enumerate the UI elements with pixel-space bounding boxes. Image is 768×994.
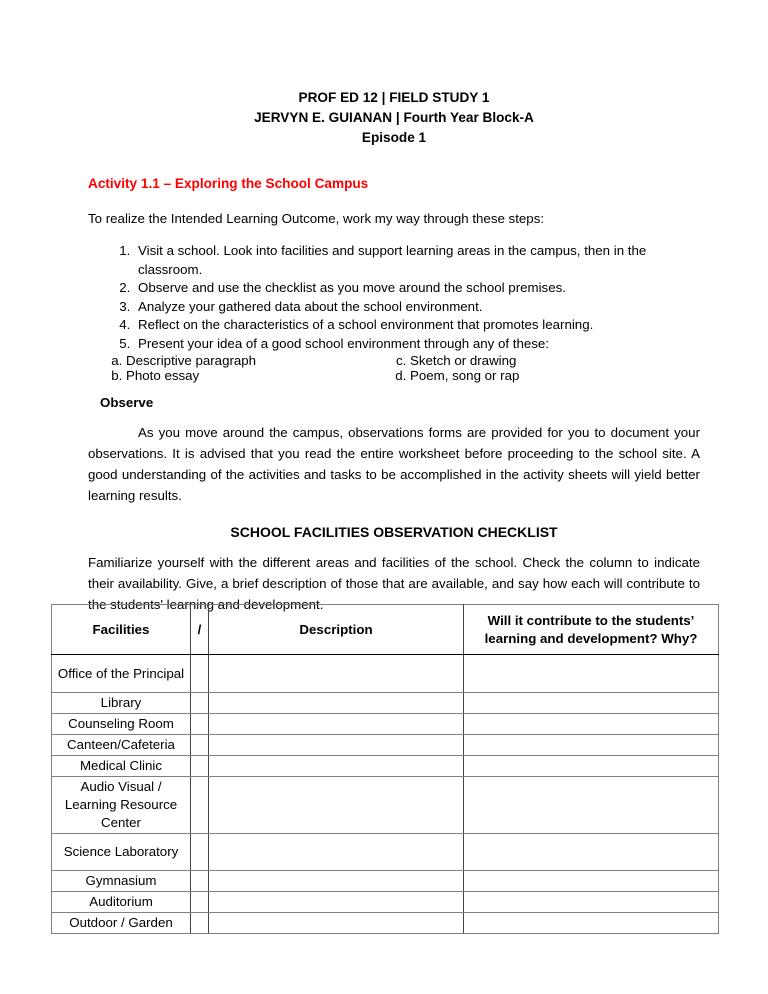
- cell-facility: Auditorium: [52, 892, 191, 913]
- step-item: 5. Present your idea of a good school environment through any of these:: [134, 335, 700, 354]
- table-row: [52, 913, 719, 934]
- table-header: [52, 605, 719, 655]
- header-line-course: PROF ED 12 | FIELD STUDY 1: [298, 90, 490, 105]
- observe-paragraph: [88, 422, 700, 506]
- cell-why[interactable]: [464, 714, 719, 735]
- steps-list: [88, 242, 700, 353]
- cell-check[interactable]: [191, 693, 209, 714]
- cell-description[interactable]: [209, 834, 464, 871]
- table-row: [52, 871, 719, 892]
- cell-description[interactable]: [209, 735, 464, 756]
- cell-check[interactable]: [191, 735, 209, 756]
- cell-description[interactable]: [209, 892, 464, 913]
- substeps-right-list: [388, 353, 648, 383]
- cell-why[interactable]: [464, 735, 719, 756]
- substeps-right-column: [388, 353, 648, 383]
- cell-why[interactable]: [464, 871, 719, 892]
- cell-description[interactable]: [209, 714, 464, 735]
- document-body: [88, 0, 700, 615]
- cell-check[interactable]: [191, 777, 209, 834]
- substep-item: c. Sketch or drawing: [410, 353, 648, 368]
- step-item: 3. Analyze your gathered data about the school environment.: [134, 298, 700, 317]
- substep-item: b. Photo essay: [126, 368, 700, 383]
- cell-facility: Medical Clinic: [52, 756, 191, 777]
- table-row: [52, 892, 719, 913]
- cell-facility: Canteen/Cafeteria: [52, 735, 191, 756]
- cell-facility: Audio Visual / Learning Resource Center: [52, 777, 191, 834]
- cell-facility: Library: [52, 693, 191, 714]
- activity-title: Activity 1.1 – Exploring the School Campus: [88, 176, 369, 191]
- cell-why[interactable]: [464, 834, 719, 871]
- document-header: [88, 88, 700, 148]
- cell-description[interactable]: [209, 871, 464, 892]
- cell-why[interactable]: [464, 913, 719, 934]
- cell-why[interactable]: [464, 777, 719, 834]
- table-header-row: [52, 605, 719, 655]
- cell-why[interactable]: [464, 655, 719, 693]
- table-row: [52, 655, 719, 693]
- column-header-check: /: [191, 605, 209, 655]
- cell-description[interactable]: [209, 913, 464, 934]
- intro-line: To realize the Intended Learning Outcome, work my way through these steps:: [88, 211, 545, 226]
- cell-check[interactable]: [191, 871, 209, 892]
- observe-paragraph-text: As you move around the campus, observations forms are provided for you to document your observations. It is advised that you read the entire worksheet before proceeding to the school site. A good understanding of the activities and tasks to be accomplished in the activity sheets will yield better learning results.: [88, 425, 700, 503]
- cell-facility: Science Laboratory: [52, 834, 191, 871]
- header-line-episode: Episode 1: [361, 130, 427, 145]
- cell-check[interactable]: [191, 834, 209, 871]
- checklist-heading: SCHOOL FACILITIES OBSERVATION CHECKLIST: [230, 524, 558, 540]
- cell-description[interactable]: [209, 655, 464, 693]
- step-item: 2. Observe and use the checklist as you move around the school premises.: [134, 279, 700, 298]
- cell-facility: Gymnasium: [52, 871, 191, 892]
- cell-why[interactable]: [464, 693, 719, 714]
- cell-description[interactable]: [209, 777, 464, 834]
- cell-check[interactable]: [191, 714, 209, 735]
- column-header-facilities: Facilities: [52, 605, 191, 655]
- cell-why[interactable]: [464, 756, 719, 777]
- substep-item: d. Poem, song or rap: [410, 368, 648, 383]
- column-header-why: Will it contribute to the students’ learning and development? Why?: [464, 605, 719, 655]
- column-header-description: Description: [209, 605, 464, 655]
- substeps-columns: [88, 353, 700, 383]
- cell-why[interactable]: [464, 892, 719, 913]
- table-row: [52, 756, 719, 777]
- cell-facility: Counseling Room: [52, 714, 191, 735]
- table-row: [52, 735, 719, 756]
- cell-check[interactable]: [191, 892, 209, 913]
- cell-facility: Outdoor / Garden: [52, 913, 191, 934]
- facilities-observation-table: [51, 604, 719, 934]
- table-row: [52, 714, 719, 735]
- cell-check[interactable]: [191, 655, 209, 693]
- substep-item: a. Descriptive paragraph: [126, 353, 700, 368]
- table-body: [52, 655, 719, 934]
- header-line-student: JERVYN E. GUIANAN | Fourth Year Block-A: [254, 110, 534, 125]
- step-item: 1. Visit a school. Look into facilities and support learning areas in the campus, then in the classroom.: [134, 242, 700, 279]
- observe-heading: Observe: [100, 395, 154, 410]
- table-row: [52, 777, 719, 834]
- cell-check[interactable]: [191, 913, 209, 934]
- cell-facility: Office of the Principal: [52, 655, 191, 693]
- checklist-table-container: [51, 604, 718, 934]
- table-row: [52, 693, 719, 714]
- step-item: 4. Reflect on the characteristics of a school environment that promotes learning.: [134, 316, 700, 335]
- cell-check[interactable]: [191, 756, 209, 777]
- table-row: [52, 834, 719, 871]
- cell-description[interactable]: [209, 756, 464, 777]
- cell-description[interactable]: [209, 693, 464, 714]
- checklist-paragraph-text: Familiarize yourself with the different areas and facilities of the school. Check the column to indicate their availability. Give, a brief description of those that are available, and say how each will contribute to the students' learning and development.: [88, 555, 700, 612]
